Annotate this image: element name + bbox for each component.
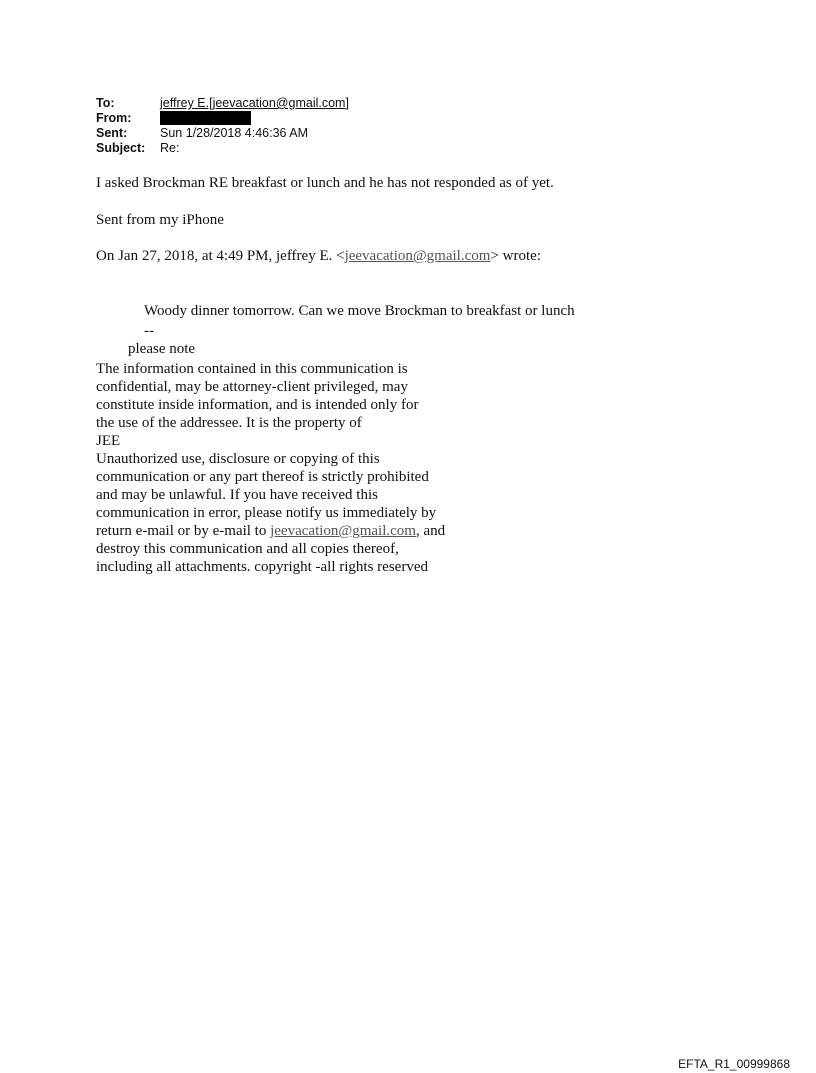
quoted-message: Woody dinner tomorrow. Can we move Brockman to breakfast or lunch <box>144 303 575 319</box>
disclaimer-line: the use of the addressee. It is the property of <box>96 415 362 431</box>
redaction-box <box>160 111 251 125</box>
subject-value: Re: <box>160 141 180 155</box>
quoted-dashes: -- <box>144 323 154 339</box>
disclaimer <box>96 360 445 576</box>
disclaimer-email-link[interactable]: jeevacation@gmail.com <box>270 523 416 539</box>
disclaimer-link-after: , and <box>415 523 446 539</box>
disclaimer-line: destroy this communication and all copies thereof, <box>96 541 399 557</box>
signature: Sent from my iPhone <box>96 212 224 228</box>
header-sent-row <box>96 126 349 141</box>
disclaimer-link-before: return e-mail or by e-mail to <box>96 523 271 539</box>
to-label: To: <box>96 96 115 110</box>
disclaimer-line: constitute inside information, and is intended only for <box>96 397 419 413</box>
quote-intro-after: > wrote: <box>490 248 541 264</box>
subject-label: Subject: <box>96 141 146 155</box>
header-subject-row <box>96 141 349 156</box>
document-id: EFTA_R1_00999868 <box>678 1057 790 1071</box>
disclaimer-line: including all attachments. copyright -all rights reserved <box>96 559 428 575</box>
disclaimer-line: communication or any part thereof is strictly prohibited <box>96 469 429 485</box>
please-note: please note <box>128 341 196 357</box>
header-to-row <box>96 96 349 111</box>
disclaimer-line: JEE <box>96 433 121 449</box>
sent-label: Sent: <box>96 126 128 140</box>
disclaimer-line: The information contained in this communication is <box>96 361 408 377</box>
quote-intro <box>96 247 541 265</box>
quote-intro-before: On Jan 27, 2018, at 4:49 PM, jeffrey E. < <box>96 248 345 264</box>
from-label: From: <box>96 111 132 125</box>
disclaimer-line: communication in error, please notify us immediately by <box>96 505 437 521</box>
disclaimer-line-with-link <box>96 522 445 540</box>
quote-intro-email-link[interactable]: jeevacation@gmail.com <box>344 248 491 264</box>
email-header <box>96 96 349 156</box>
disclaimer-line: confidential, may be attorney-client privileged, may <box>96 379 408 395</box>
sent-value: Sun 1/28/2018 4:46:36 AM <box>160 126 309 140</box>
body-line-1: I asked Brockman RE breakfast or lunch and he has not responded as of yet. <box>96 175 554 191</box>
to-value: jeffrey E.[jeevacation@gmail.com] <box>160 96 349 110</box>
header-from-row <box>96 111 349 126</box>
disclaimer-line: and may be unlawful. If you have received this <box>96 487 378 503</box>
disclaimer-line: Unauthorized use, disclosure or copying of this <box>96 451 380 467</box>
